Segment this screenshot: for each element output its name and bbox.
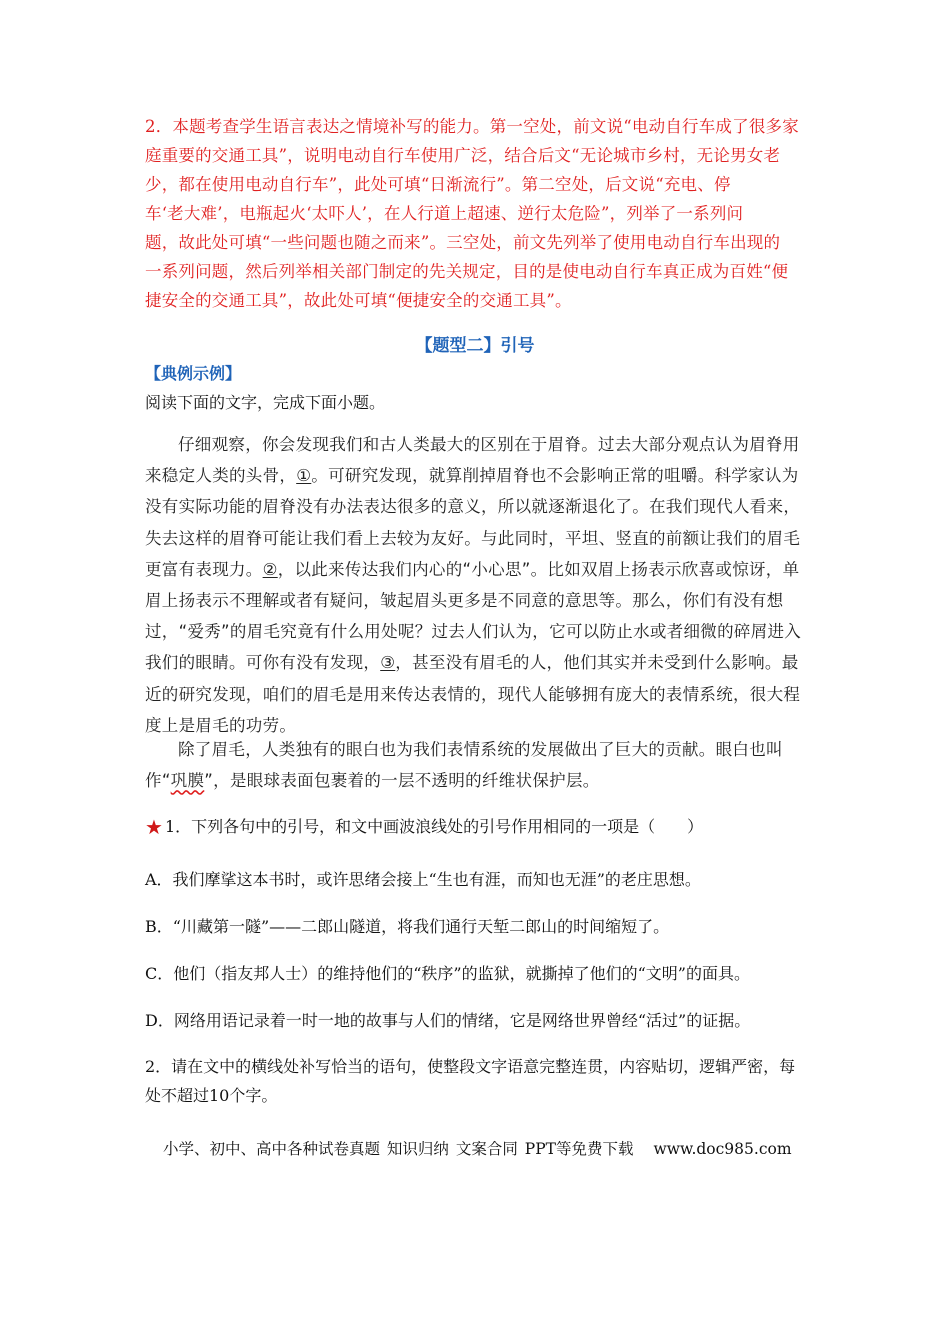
option-c: C．他们（指友邦人士）的维持他们的“秩序”的监狱，就撕掉了他们的“文明”的面具。 — [145, 964, 750, 983]
answer-line: 少，都在使用电动自行车”，此处可填“日渐流行”。第二空处，后文说“充电、停 — [145, 175, 731, 194]
answer-explanation — [145, 112, 805, 315]
footer-text: 小学、初中、高中各种试卷真题 知识归纳 文案合同 PPT等免费下载 — [163, 1140, 634, 1158]
question-2: 2．请在文中的横线处补写恰当的语句，使整段文字语意完整连贯，内容贴切，逻辑严密，每处不超过10个字。 — [145, 1057, 796, 1105]
page-footer — [163, 1137, 792, 1159]
star-icon: ★ — [145, 815, 163, 839]
option-a: A．我们摩挲这本书时，或许思绪会接上“生也有涯，而知也无涯”的老庄思想。 — [145, 870, 701, 889]
answer-line: 一系列问题，然后列举相关部门制定的先关规定，目的是使电动自行车真正成为百姓“便 — [145, 262, 789, 281]
answer-line: 题，故此处可填“一些问题也随之而来”。三空处，前文先列举了使用电动自行车出现的 — [145, 233, 781, 252]
answer-line: 2．本题考查学生语言表达之情境补写的能力。第一空处，前文说“电动自行车成了很多家 — [145, 117, 799, 136]
passage-text: 。可研究发现，就算削掉眉脊也不会影响正常的咀嚼。科学家认为没有实际功能的眉脊没有办法表达很多的意义，所以就逐渐退化了。在我们现代人看来，失去这样的眉脊可能让我们看上去较为友好。与此同时，平坦、竖直的前额让我们的眉毛更富有表现力。 — [145, 466, 801, 579]
option-b: B．“川藏第一隧”——二郎山隧道，将我们通行天堑二郎山的时间缩短了。 — [145, 917, 670, 936]
passage-text: ，是眼球表面包裹着的一层不透明的纤维状保护层。 — [213, 771, 600, 791]
passage-text: ，以此来传达我们内心的“小心思”。比如双眉上扬表示欣喜或惊讶，单眉上扬表示不理解或者有疑问，皱起眉头更多是不同意的意思等。那么，你们有没有想过，“爱秀”的眉毛究竟有什么用处呢？过去人们认为，它可以防止水或者细微的碎屑进入我们的眼睛。可你有没有发现， — [145, 559, 802, 673]
blank-marker-2: ② — [262, 559, 278, 579]
question-1-text: 1．下列各句中的引号，和文中画波浪线处的引号作用相同的一项是（ ） — [164, 817, 704, 836]
footer-url: www.doc985.com — [653, 1140, 792, 1158]
blank-marker-1: ① — [296, 466, 312, 486]
passage-paragraph-1 — [145, 429, 805, 741]
passage-text: ，甚至没有眉毛的人，他们其实并未受到什么影响。最近的研究发现，咱们的眉毛是用来传达表情的，现代人能够拥有庞大的表情系统，很大程度上是眉毛的功劳。 — [145, 653, 801, 735]
passage-text: 除了眉毛，人类独有的眼白也为我们表情系统的发展做出了巨大的贡献。眼白也叫作 — [145, 740, 783, 791]
wavy-underlined-word: 巩膜 — [170, 771, 205, 791]
answer-line: 车‘老大难’，电瓶起火‘太吓人’，在人行道上超速、逆行太危险”，列举了一系列问 — [145, 204, 744, 223]
passage-paragraph-2 — [145, 734, 805, 796]
quote-close: ” — [204, 771, 214, 791]
section-title: 【题型二】引号 — [415, 336, 535, 356]
question-1 — [145, 812, 810, 842]
blank-marker-3: ③ — [380, 653, 396, 673]
answer-line: 捷安全的交通工具”，故此处可填“便捷安全的交通工具”。 — [145, 291, 572, 310]
reading-instruction: 阅读下面的文字，完成下面小题。 — [145, 393, 386, 412]
quote-open: “ — [161, 771, 171, 791]
example-title: 【典例示例】 — [145, 364, 242, 383]
passage-text: 仔细观察，你会发现我们和古人类最大的区别在于眉脊。过去大部分观点认为眉脊用来稳定人类的头骨， — [145, 435, 800, 486]
option-d: D．网络用语记录着一时一地的故事与人们的情绪，它是网络世界曾经“活过”的证据。 — [145, 1011, 751, 1030]
answer-line: 庭重要的交通工具”，说明电动自行车使用广泛，结合后文“无论城市乡村，无论男女老 — [145, 146, 781, 165]
